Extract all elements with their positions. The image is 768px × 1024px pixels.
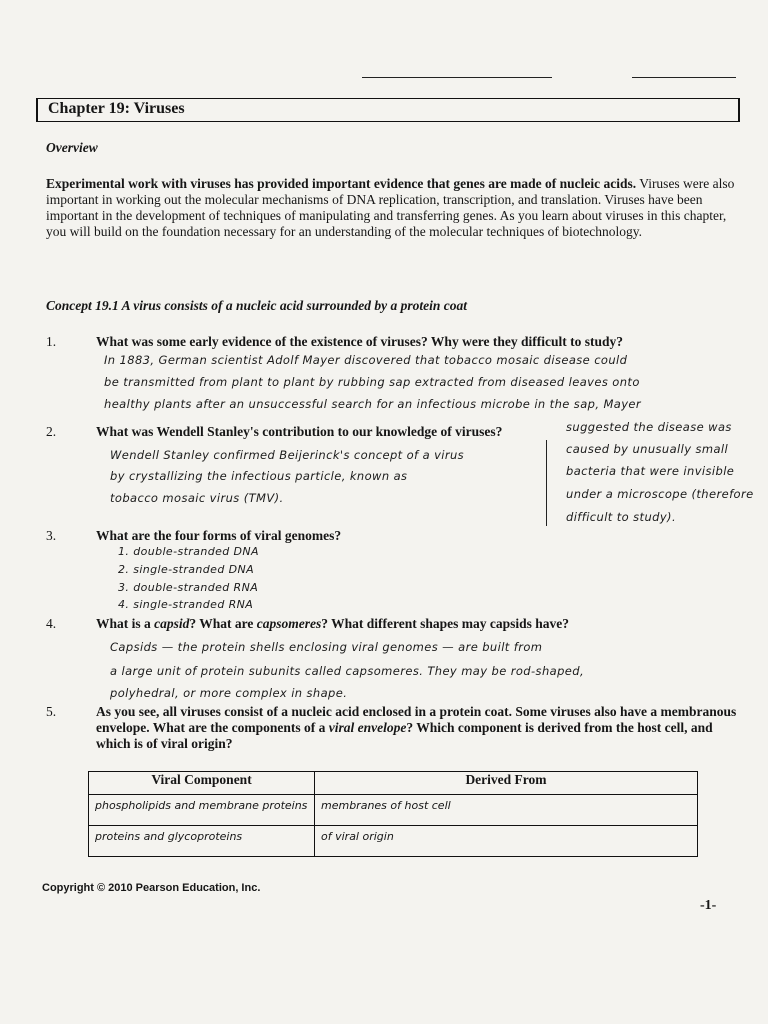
- chapter-title: Chapter 19: Viruses: [48, 100, 185, 117]
- q5-term-viral-envelope: viral envelope: [328, 720, 407, 735]
- q5-part-1: As you see, all viruses consist of a nucleic acid enclosed in a protein coat. Some viruses also have a membranous envelope. What are the components of a: [96, 704, 737, 735]
- side-divider: [546, 440, 547, 526]
- question-1-number: 1.: [46, 334, 57, 349]
- cell-derived-2: of viral origin: [321, 830, 394, 843]
- overview-heading: Overview: [46, 140, 98, 155]
- overview-first-sentence: Experimental work with viruses has provided important evidence that genes are made of nucleic acids.: [46, 176, 637, 191]
- header-viral-component: Viral Component: [89, 772, 315, 795]
- answer-1-line-2: be transmitted from plant to plant by rubbing sap extracted from diseased leaves onto: [104, 375, 640, 389]
- concept-heading: Concept 19.1 A virus consists of a nucleic acid surrounded by a protein coat: [46, 298, 468, 313]
- question-1-text: What was some early evidence of the existence of viruses? Why were they difficult to study?: [96, 334, 624, 349]
- q4-part-2: ? What are: [189, 616, 257, 631]
- table-cell: [315, 795, 698, 826]
- cell-component-1: phospholipids and membrane proteins: [95, 799, 308, 812]
- question-5-text: [96, 704, 746, 752]
- cell-derived-1: membranes of host cell: [321, 799, 451, 812]
- side-answer-line-2: caused by unusually small: [566, 442, 729, 456]
- overview-paragraph: [46, 176, 736, 240]
- answer-2-line-1: Wendell Stanley confirmed Beijerinck's concept of a virus: [110, 448, 465, 462]
- answer-1-line-1: In 1883, German scientist Adolf Mayer discovered that tobacco mosaic disease could: [104, 353, 628, 367]
- table-cell: [89, 795, 315, 826]
- question-2-number: 2.: [46, 424, 57, 439]
- side-answer-line-5: difficult to study).: [566, 510, 676, 524]
- answer-4-line-1: Capsids — the protein shells enclosing viral genomes — are built from: [110, 640, 543, 654]
- q4-term-capsid: capsid: [154, 616, 190, 631]
- answer-3-line-4: 4. single-stranded RNA: [118, 598, 254, 611]
- q4-part-1: What is a: [96, 616, 155, 631]
- q4-term-capsomeres: capsomeres: [256, 616, 322, 631]
- question-4-number: 4.: [46, 616, 57, 631]
- table-header-row: [89, 772, 698, 795]
- page-number: -1-: [700, 898, 717, 913]
- table-row: [89, 826, 698, 857]
- viral-component-table: [88, 771, 698, 857]
- answer-3-line-1: 1. double-stranded DNA: [118, 545, 259, 558]
- question-4-text: [96, 616, 746, 632]
- table-row: [89, 795, 698, 826]
- side-answer-line-3: bacteria that were invisible: [566, 464, 735, 478]
- question-3-number: 3.: [46, 528, 57, 543]
- answer-3-line-3: 3. double-stranded RNA: [118, 581, 259, 594]
- answer-4-line-2: a large unit of protein subunits called capsomeres. They may be rod-shaped,: [110, 664, 585, 678]
- side-answer-line-1: suggested the disease was: [566, 420, 732, 434]
- table-cell: [89, 826, 315, 857]
- top-rule-right: [632, 77, 736, 78]
- overview-body: Viruses were also important in working out the molecular mechanisms of DNA replication, transcription, and translation. Viruses have been important in the development of techniques of manipulating and transferring genes. As you learn about viruses in this chapter, you will build on the foundation necessary for an understanding of the molecular techniques of biotechnology.: [46, 176, 735, 239]
- question-3-text: What are the four forms of viral genomes?: [96, 528, 342, 543]
- question-5-number: 5.: [46, 704, 57, 719]
- answer-1-line-3: healthy plants after an unsuccessful search for an infectious microbe in the sap, Mayer: [104, 397, 642, 411]
- answer-2-line-3: tobacco mosaic virus (TMV).: [110, 491, 284, 505]
- cell-component-2: proteins and glycoproteins: [95, 830, 243, 843]
- q5-part-2: ? Which component is derived from the host cell, and which is of viral origin?: [96, 720, 713, 751]
- header-derived-from: Derived From: [315, 772, 698, 795]
- copyright: Copyright © 2010 Pearson Education, Inc.: [42, 882, 261, 894]
- side-answer-line-4: under a microscope (therefore: [566, 487, 754, 501]
- table-cell: [315, 826, 698, 857]
- question-2-text: What was Wendell Stanley's contribution to our knowledge of viruses?: [96, 424, 503, 439]
- answer-4-line-3: polyhedral, or more complex in shape.: [110, 686, 348, 700]
- q4-part-3: ? What different shapes may capsids have?: [321, 616, 570, 631]
- answer-2-line-2: by crystallizing the infectious particle, known as: [110, 469, 408, 483]
- top-rule-left: [362, 77, 552, 78]
- answer-3-line-2: 2. single-stranded DNA: [118, 563, 255, 576]
